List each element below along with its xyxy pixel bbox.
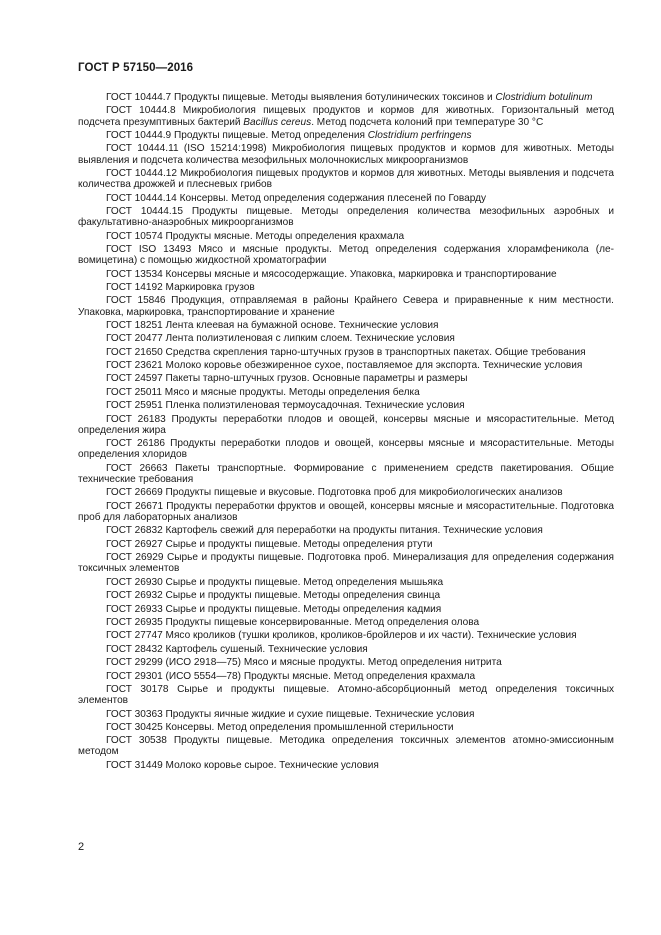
- reference-text: ГОСТ 14192 Маркировка грузов: [106, 281, 255, 293]
- reference-entry: [78, 487, 614, 498]
- reference-entry: [78, 333, 614, 344]
- reference-text: ГОСТ 29301 (ИСО 5554—78) Продукты мясные. Метод определения крахмала: [106, 670, 476, 682]
- reference-entry: [78, 373, 614, 384]
- reference-text: ГОСТ 26663 Пакеты транспортные. Формирование с применением средств пакетирования. Общие технические требования: [78, 462, 614, 486]
- reference-text: ГОСТ 29299 (ИСО 2918—75) Мясо и мясные продукты. Метод определения нитрита: [106, 657, 502, 669]
- reference-text: ГОСТ 25951 Пленка полиэтиленовая термоусадочная. Технические условия: [106, 400, 465, 412]
- reference-entry: [78, 630, 614, 641]
- reference-text-tail: . Метод подсчета колоний при температуре 30 °С: [311, 116, 544, 128]
- reference-text: ГОСТ 10444.12 Микробиология пищевых продуктов и кормов для животных. Методы выявления и подсчета количества дрожжей и плесневых грибов: [78, 167, 614, 191]
- reference-entry: [78, 463, 614, 485]
- reference-entry: [78, 577, 614, 588]
- reference-entry: [78, 193, 614, 204]
- reference-entry: [78, 295, 614, 317]
- reference-text: ГОСТ 26929 Сырье и продукты пищевые. Подготовка проб. Минерализация для определения содержания токсичных элементов: [78, 552, 614, 575]
- reference-entry: [78, 438, 614, 460]
- reference-text: ГОСТ 10444.15 Продукты пищевые. Методы определения количества мезофильных аэробных и факультативно-анаэробных микроорганизмов: [78, 205, 614, 229]
- reference-text: ГОСТ 26183 Продукты переработки плодов и овощей, консервы мясные и мясорастительные. Метод определения жира: [78, 413, 614, 436]
- reference-entry: [78, 143, 614, 165]
- reference-entry: [78, 168, 614, 190]
- page-number: 2: [78, 841, 85, 853]
- reference-text: ГОСТ 23621 Молоко коровье обезжиренное сухое, поставляемое для экспорта. Технические условия: [106, 360, 583, 372]
- reference-text: ГОСТ 10444.8 Микробиология пищевых продуктов и кормов для животных. Горизонтальный метод подсчета презумптивных бактерий: [78, 105, 614, 128]
- reference-text: ГОСТ 10444.9 Продукты пищевые. Метод определения: [106, 129, 368, 141]
- reference-entry: [78, 105, 614, 127]
- reference-entry: [78, 644, 614, 655]
- reference-text: ГОСТ 18251 Лента клеевая на бумажной основе. Технические условия: [106, 319, 439, 331]
- reference-text: ГОСТ 10444.11 (ISO 15214:1998) Микробиология пищевых продуктов и кормов для животных. Методы выявления и подсчета количества мезофильных молочнокислых микроорганизмов: [78, 143, 614, 166]
- reference-entry: [78, 709, 614, 720]
- reference-species-name: Clostridium botulinum: [495, 92, 593, 103]
- reference-text: ГОСТ 13534 Консервы мясные и мясосодержащие. Упаковка, маркировка и транспортирование: [106, 268, 557, 280]
- reference-text: ГОСТ 26932 Сырье и продукты пищевые. Методы определения свинца: [106, 590, 441, 602]
- reference-entry: [78, 92, 614, 103]
- reference-text: ГОСТ 20477 Лента полиэтиленовая с липким слоем. Технические условия: [106, 333, 455, 345]
- reference-text: ГОСТ 26671 Продукты переработки фруктов и овощей, консервы мясные и мясорастительные. Подготовка проб для лабораторных анализов: [78, 500, 614, 524]
- reference-entry: [78, 269, 614, 280]
- reference-entry: [78, 414, 614, 436]
- reference-text: ГОСТ 26186 Продукты переработки плодов и овощей, консервы мясные и мясорастительные. Методы определения хлоридов: [78, 438, 614, 461]
- reference-text: ГОСТ 15846 Продукция, отправляемая в районы Крайнего Севера и приравненные к ним местности. Упаковка, маркировка, транспортирование и хранение: [78, 295, 614, 318]
- reference-text: ГОСТ 10444.14 Консервы. Метод определения содержания плесеней по Говарду: [106, 192, 487, 204]
- references-list: [78, 92, 614, 773]
- reference-text: ГОСТ 26669 Продукты пищевые и вкусовые. Подготовка проб для микробиологических анализов: [106, 487, 563, 499]
- reference-text: ГОСТ 30363 Продукты яичные жидкие и сухие пищевые. Технические условия: [106, 708, 475, 720]
- reference-entry: [78, 282, 614, 293]
- reference-text: ГОСТ 10444.7 Продукты пищевые. Методы выявления ботулинических токсинов и: [106, 92, 496, 103]
- reference-entry: [78, 206, 614, 228]
- reference-text: ГОСТ 21650 Средства скрепления тарно-штучных грузов в транспортных пакетах. Общие требования: [106, 346, 586, 358]
- reference-entry: [78, 347, 614, 358]
- reference-entry: [78, 501, 614, 523]
- reference-text: ГОСТ 26832 Картофель свежий для переработки на продукты питания. Технические условия: [106, 525, 543, 537]
- reference-text: ГОСТ 28432 Картофель сушеный. Технические условия: [106, 643, 368, 655]
- reference-entry: [78, 760, 614, 771]
- reference-entry: [78, 320, 614, 331]
- reference-entry: [78, 604, 614, 615]
- reference-entry: [78, 657, 614, 668]
- reference-text: ГОСТ 27747 Мясо кроликов (тушки кроликов, кроликов-бройлеров и их части). Технические условия: [106, 630, 577, 642]
- reference-text: ГОСТ 30178 Сырье и продукты пищевые. Атомно-абсорбционный метод определения токсичных элементов: [78, 683, 614, 707]
- reference-text: ГОСТ 10574 Продукты мясные. Методы определения крахмала: [106, 230, 405, 242]
- reference-text: ГОСТ 25011 Мясо и мясные продукты. Методы определения белка: [106, 386, 420, 398]
- reference-entry: [78, 552, 614, 574]
- reference-entry: [78, 539, 614, 550]
- page-header-doc-code: ГОСТ Р 57150—2016: [78, 62, 194, 74]
- reference-text: ГОСТ 26933 Сырье и продукты пищевые. Методы определения кадмия: [106, 603, 442, 615]
- reference-entry: [78, 130, 614, 141]
- reference-entry: [78, 360, 614, 371]
- reference-text: ГОСТ 24597 Пакеты тарно-штучных грузов. Основные параметры и размеры: [106, 373, 468, 385]
- reference-species-name: Clostridium perfringens: [367, 129, 472, 141]
- reference-entry: [78, 525, 614, 536]
- reference-text: ГОСТ 26935 Продукты пищевые консервированные. Метод определения олова: [106, 616, 480, 628]
- reference-text: ГОСТ 30425 Консервы. Метод определения промышленной стерильности: [106, 721, 454, 733]
- reference-entry: [78, 617, 614, 628]
- reference-text: ГОСТ 31449 Молоко коровье сырое. Технические условия: [106, 759, 379, 771]
- reference-entry: [78, 590, 614, 601]
- reference-entry: [78, 735, 614, 757]
- reference-text: ГОСТ 30538 Продукты пищевые. Методика определения токсичных элементов атомно-эмиссионным методом: [78, 735, 614, 758]
- reference-entry: [78, 400, 614, 411]
- reference-species-name: Bacillus cereus: [243, 116, 312, 128]
- reference-text: ГОСТ ISO 13493 Мясо и мясные продукты. Метод определения содержания хлорамфеникола (левомицетина) с помощью жидкостной хроматографии: [78, 243, 614, 267]
- reference-text: ГОСТ 26930 Сырье и продукты пищевые. Метод определения мышьяка: [106, 576, 444, 588]
- reference-entry: [78, 684, 614, 706]
- reference-entry: [78, 244, 614, 266]
- reference-text: ГОСТ 26927 Сырье и продукты пищевые. Методы определения ртути: [106, 538, 433, 550]
- reference-entry: [78, 231, 614, 242]
- reference-entry: [78, 387, 614, 398]
- reference-entry: [78, 722, 614, 733]
- reference-entry: [78, 671, 614, 682]
